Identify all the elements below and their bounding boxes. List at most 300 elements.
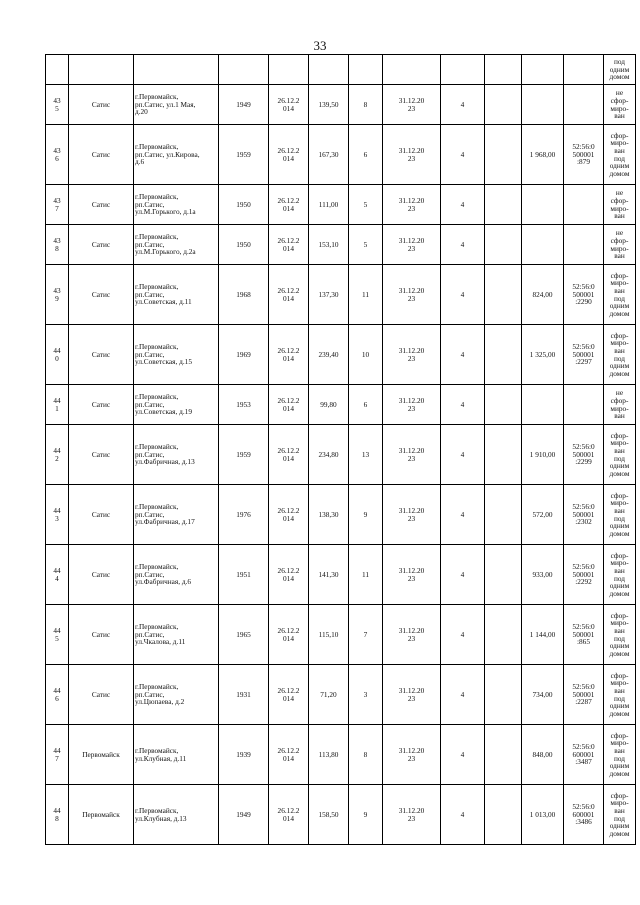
cell-cost-text: 1 325,00 [529, 349, 556, 359]
cell-num-text: 43 6 [53, 145, 61, 163]
cell-end-date [383, 665, 441, 725]
cell-year-text: 1959 [236, 149, 251, 159]
cell-num-text: 43 7 [53, 195, 61, 213]
cell-cadastral-text: 52:56:0 500001 :2287 [572, 682, 595, 707]
cell-floors [349, 225, 383, 265]
cell-blank [485, 265, 522, 325]
cell-num [46, 125, 69, 185]
cell-end-date [383, 385, 441, 425]
cell-date [269, 485, 309, 545]
register-table [45, 54, 636, 845]
cell-address [134, 665, 219, 725]
cell-settlement [69, 785, 134, 845]
cell-end-date [383, 785, 441, 845]
cell-category [441, 385, 485, 425]
cell-cadastral-text: 52:56:0 500001 :2299 [572, 442, 595, 467]
table-row-continued [46, 55, 636, 85]
cell-blank [485, 185, 522, 225]
cell-floors-text: 8 [363, 99, 368, 109]
cell-area [309, 225, 349, 265]
cell-category [441, 605, 485, 665]
cell-cost [522, 385, 564, 425]
cell-cost [522, 485, 564, 545]
cell-blank [485, 225, 522, 265]
cell-year-text: 1953 [236, 399, 251, 409]
cell-year-text: 1950 [236, 199, 251, 209]
cell-floors-text: 5 [363, 239, 368, 249]
table-row [46, 425, 636, 485]
cell-cost [522, 425, 564, 485]
cell-end-date-text: 31.12.20 23 [398, 285, 425, 303]
cell-num-text: 43 8 [53, 235, 61, 253]
cell-year-text: 1939 [236, 749, 251, 759]
cell-blank [485, 665, 522, 725]
cell-area-text: 99,80 [320, 399, 337, 409]
cell-note-text: сфор- миро- ван под одним домом [609, 670, 630, 718]
cell-num [46, 425, 69, 485]
cell-num-text: 43 5 [53, 95, 61, 113]
cell-note [604, 385, 636, 425]
cell-num [46, 225, 69, 265]
cell-end-date-text: 31.12.20 23 [398, 95, 425, 113]
cell-settlement-text: Сатис [91, 629, 111, 639]
cell-floors [349, 545, 383, 605]
table-row [46, 85, 636, 125]
cell-end-date-text: 31.12.20 23 [398, 445, 425, 463]
cell-area-text: 113,80 [318, 749, 339, 759]
cell-year [219, 425, 269, 485]
cell-area [309, 605, 349, 665]
table-row [46, 185, 636, 225]
cell-floors [349, 725, 383, 785]
cell-floors-text: 8 [363, 749, 368, 759]
cell-date-text: 26.12.2 014 [277, 505, 300, 523]
cell-num [46, 485, 69, 545]
cell-category [441, 55, 485, 85]
cell-note-text: сфор- миро- ван под одним домом [609, 490, 630, 538]
cell-end-date [383, 185, 441, 225]
cell-year-text: 1949 [236, 809, 251, 819]
cell-settlement [69, 325, 134, 385]
cell-address [134, 125, 219, 185]
cell-num-text: 44 6 [53, 685, 61, 703]
table-row [46, 725, 636, 785]
cell-cadastral [564, 545, 604, 605]
cell-address [134, 265, 219, 325]
cell-cadastral [564, 785, 604, 845]
cell-blank [485, 425, 522, 485]
cell-area-text: 111,00 [318, 199, 339, 209]
cell-num-text: 44 0 [53, 345, 61, 363]
cell-category-text: 4 [460, 569, 465, 579]
cell-blank [485, 485, 522, 545]
cell-num [46, 605, 69, 665]
table-row [46, 125, 636, 185]
cell-date-text: 26.12.2 014 [277, 95, 300, 113]
cell-blank [485, 785, 522, 845]
cell-settlement-text: Сатис [91, 199, 111, 209]
cell-note [604, 265, 636, 325]
cell-num-text: 44 2 [53, 445, 61, 463]
cell-area-text: 141,30 [318, 569, 339, 579]
cell-category-text: 4 [460, 689, 465, 699]
cell-area-text: 158,50 [318, 809, 339, 819]
cell-num-text: 44 4 [53, 565, 61, 583]
cell-date [269, 385, 309, 425]
cell-num-text: 43 9 [53, 285, 61, 303]
cell-area [309, 425, 349, 485]
cell-floors-text: 11 [361, 569, 370, 579]
cell-floors [349, 665, 383, 725]
cell-note [604, 125, 636, 185]
cell-category-text: 4 [460, 809, 465, 819]
cell-cost [522, 265, 564, 325]
cell-note [604, 55, 636, 85]
cell-category-text: 4 [460, 399, 465, 409]
cell-cadastral-text: 52:56:0 600001 :3486 [572, 802, 595, 827]
cell-area [309, 125, 349, 185]
page-number: 33 [313, 38, 327, 53]
cell-settlement [69, 385, 134, 425]
cell-note [604, 665, 636, 725]
cell-year [219, 385, 269, 425]
cell-settlement-text: Сатис [91, 349, 111, 359]
cell-settlement [69, 425, 134, 485]
cell-address [134, 425, 219, 485]
cell-area-text: 239,40 [318, 349, 339, 359]
cell-area-text: 167,30 [318, 149, 339, 159]
cell-category-text: 4 [460, 749, 465, 759]
cell-cost-text: 1 144,00 [529, 629, 556, 639]
cell-settlement [69, 485, 134, 545]
cell-cost [522, 605, 564, 665]
cell-date-text: 26.12.2 014 [277, 345, 300, 363]
cell-end-date-text: 31.12.20 23 [398, 235, 425, 253]
cell-note [604, 605, 636, 665]
cell-blank [485, 325, 522, 385]
cell-note-text: не сфор- миро- ван [610, 388, 629, 421]
cell-settlement [69, 225, 134, 265]
cell-address-text: г.Первомайск, рп.Сатис, ул.Советская, д.19 [135, 392, 192, 417]
cell-num-text: 44 7 [53, 745, 61, 763]
cell-num-text: 44 3 [53, 505, 61, 523]
cell-end-date-text: 31.12.20 23 [398, 145, 425, 163]
cell-area [309, 785, 349, 845]
cell-end-date-text: 31.12.20 23 [398, 625, 425, 643]
cell-floors-text: 9 [363, 809, 368, 819]
cell-floors-text: 3 [363, 689, 368, 699]
cell-settlement-text: Сатис [91, 399, 111, 409]
cell-note-text: сфор- миро- ван под одним домом [609, 610, 630, 658]
cell-year-text: 1959 [236, 449, 251, 459]
cell-year [219, 225, 269, 265]
cell-floors-text: 9 [363, 509, 368, 519]
cell-note [604, 725, 636, 785]
table-row [46, 785, 636, 845]
cell-cost [522, 225, 564, 265]
table-row [46, 385, 636, 425]
cell-blank [485, 125, 522, 185]
cell-date-text: 26.12.2 014 [277, 625, 300, 643]
cell-category [441, 665, 485, 725]
cell-blank [485, 385, 522, 425]
cell-area [309, 665, 349, 725]
cell-cost [522, 325, 564, 385]
cell-address [134, 785, 219, 845]
table-row [46, 225, 636, 265]
cell-date [269, 125, 309, 185]
cell-category-text: 4 [460, 629, 465, 639]
cell-address-text: г.Первомайск, рп.Сатис, ул.Фабричная, д.6 [135, 562, 192, 587]
cell-settlement [69, 725, 134, 785]
cell-note-text: сфор- миро- ван под одним домом [609, 430, 630, 478]
cell-end-date [383, 605, 441, 665]
cell-num-text: 44 5 [53, 625, 61, 643]
cell-note [604, 545, 636, 605]
cell-end-date [383, 485, 441, 545]
cell-date [269, 225, 309, 265]
cell-cadastral-text: 52:56:0 500001 :2290 [572, 282, 595, 307]
cell-date-text: 26.12.2 014 [277, 395, 300, 413]
cell-end-date-text: 31.12.20 23 [398, 505, 425, 523]
cell-note [604, 85, 636, 125]
cell-area-text: 153,10 [318, 239, 339, 249]
cell-note-text: сфор- миро- ван под одним домом [609, 730, 630, 778]
table-row [46, 485, 636, 545]
cell-category [441, 425, 485, 485]
cell-date [269, 605, 309, 665]
cell-date [269, 665, 309, 725]
cell-address [134, 55, 219, 85]
cell-address [134, 85, 219, 125]
cell-year [219, 605, 269, 665]
cell-address [134, 725, 219, 785]
cell-settlement-text: Сатис [91, 509, 111, 519]
cell-end-date [383, 85, 441, 125]
cell-address [134, 385, 219, 425]
cell-year [219, 325, 269, 385]
cell-cadastral [564, 605, 604, 665]
cell-end-date [383, 225, 441, 265]
cell-note [604, 225, 636, 265]
cell-area [309, 85, 349, 125]
cell-address [134, 545, 219, 605]
cell-year [219, 265, 269, 325]
cell-floors [349, 85, 383, 125]
cell-note-text: сфор- миро- ван под одним домом [609, 790, 630, 838]
cell-address-text: г.Первомайск, рп.Сатис, ул.Кирова, д.6 [135, 142, 200, 167]
cell-num [46, 385, 69, 425]
cell-cadastral-text: 52:56:0 600001 :3487 [572, 742, 595, 767]
cell-year-text: 1931 [236, 689, 251, 699]
cell-cost-text: 1 968,00 [529, 149, 556, 159]
cell-settlement [69, 545, 134, 605]
cell-date-text: 26.12.2 014 [277, 235, 300, 253]
cell-cost-text: 572,00 [532, 509, 553, 519]
cell-note [604, 485, 636, 545]
cell-floors [349, 385, 383, 425]
cell-category-text: 4 [460, 289, 465, 299]
cell-end-date-text: 31.12.20 23 [398, 805, 425, 823]
cell-floors [349, 265, 383, 325]
cell-area [309, 265, 349, 325]
cell-date-text: 26.12.2 014 [277, 195, 300, 213]
cell-cadastral-text: 52:56:0 500001 :2297 [572, 342, 595, 367]
cell-cadastral [564, 185, 604, 225]
cell-note-text: сфор- миро- ван под одним домом [609, 330, 630, 378]
cell-num-text: 44 1 [53, 395, 61, 413]
cell-settlement-text: Первомайск [82, 749, 120, 759]
cell-note-text: не сфор- миро- ван [610, 88, 629, 121]
cell-settlement [69, 85, 134, 125]
cell-end-date [383, 55, 441, 85]
cell-address-text: г.Первомайск, рп.Сатис, ул.1 Мая, д.20 [135, 92, 196, 117]
cell-num [46, 725, 69, 785]
cell-date-text: 26.12.2 014 [277, 805, 300, 823]
cell-year [219, 545, 269, 605]
cell-cost-text: 1 013,00 [529, 809, 556, 819]
cell-note-text: не сфор- миро- ван [610, 228, 629, 261]
cell-cadastral [564, 265, 604, 325]
cell-address [134, 485, 219, 545]
cell-date [269, 325, 309, 385]
cell-date [269, 185, 309, 225]
cell-end-date-text: 31.12.20 23 [398, 345, 425, 363]
cell-num [46, 545, 69, 605]
cell-date [269, 55, 309, 85]
cell-year-text: 1976 [236, 509, 251, 519]
cell-cost [522, 85, 564, 125]
cell-date-text: 26.12.2 014 [277, 745, 300, 763]
cell-blank [485, 85, 522, 125]
cell-category [441, 85, 485, 125]
cell-floors-text: 7 [363, 629, 368, 639]
cell-cost [522, 785, 564, 845]
cell-cost-text: 933,00 [532, 569, 553, 579]
cell-address [134, 225, 219, 265]
cell-area-text: 139,50 [318, 99, 339, 109]
cell-date-text: 26.12.2 014 [277, 145, 300, 163]
cell-category [441, 545, 485, 605]
cell-date [269, 265, 309, 325]
cell-end-date-text: 31.12.20 23 [398, 195, 425, 213]
cell-year [219, 85, 269, 125]
cell-floors [349, 125, 383, 185]
cell-category [441, 725, 485, 785]
cell-year [219, 665, 269, 725]
cell-floors-text: 6 [363, 399, 368, 409]
cell-year-text: 1951 [236, 569, 251, 579]
cell-blank [485, 605, 522, 665]
cell-date-text: 26.12.2 014 [277, 445, 300, 463]
cell-end-date [383, 545, 441, 605]
cell-area-text: 137,30 [318, 289, 339, 299]
cell-settlement [69, 665, 134, 725]
cell-area [309, 725, 349, 785]
cell-num [46, 85, 69, 125]
cell-year-text: 1969 [236, 349, 251, 359]
cell-year [219, 785, 269, 845]
cell-area-text: 71,20 [320, 689, 337, 699]
cell-cadastral [564, 665, 604, 725]
cell-date [269, 425, 309, 485]
cell-end-date [383, 325, 441, 385]
cell-category [441, 485, 485, 545]
cell-year-text: 1950 [236, 239, 251, 249]
cell-cadastral [564, 225, 604, 265]
cell-end-date-text: 31.12.20 23 [398, 685, 425, 703]
cell-cost-text: 824,00 [532, 289, 553, 299]
cell-num [46, 665, 69, 725]
cell-cost [522, 545, 564, 605]
cell-year [219, 725, 269, 785]
cell-num [46, 325, 69, 385]
cell-address-text: г.Первомайск, рп.Сатис, ул.М.Горького, д.2а [135, 232, 196, 257]
cell-cost [522, 125, 564, 185]
cell-year [219, 185, 269, 225]
cell-category-text: 4 [460, 349, 465, 359]
cell-address [134, 185, 219, 225]
table-row [46, 325, 636, 385]
cell-date [269, 85, 309, 125]
cell-cost-text: 1 910,00 [529, 449, 556, 459]
cell-settlement-text: Первомайск [82, 809, 120, 819]
cell-category-text: 4 [460, 449, 465, 459]
cell-address-text: г.Первомайск, ул.Клубная, д.11 [135, 745, 187, 763]
cell-settlement [69, 265, 134, 325]
table-row [46, 605, 636, 665]
cell-settlement-text: Сатис [91, 569, 111, 579]
cell-category [441, 325, 485, 385]
cell-settlement [69, 605, 134, 665]
cell-cost-text: 848,00 [532, 749, 553, 759]
cell-date [269, 725, 309, 785]
cell-blank [485, 545, 522, 605]
cell-year [219, 55, 269, 85]
cell-end-date-text: 31.12.20 23 [398, 395, 425, 413]
cell-area [309, 55, 349, 85]
cell-note-text: сфор- миро- ван под одним домом [609, 270, 630, 318]
cell-num [46, 185, 69, 225]
cell-cadastral [564, 125, 604, 185]
cell-area-text: 115,10 [318, 629, 339, 639]
cell-cost [522, 55, 564, 85]
cell-area [309, 545, 349, 605]
table-row [46, 545, 636, 605]
cell-year-text: 1965 [236, 629, 251, 639]
cell-cadastral-text: 52:56:0 500001 :2302 [572, 502, 595, 527]
cell-floors-text: 13 [361, 449, 370, 459]
cell-area [309, 485, 349, 545]
cell-note [604, 425, 636, 485]
cell-category-text: 4 [460, 509, 465, 519]
cell-settlement-text: Сатис [91, 289, 111, 299]
cell-category [441, 265, 485, 325]
cell-note [604, 785, 636, 845]
cell-date-text: 26.12.2 014 [277, 565, 300, 583]
cell-area-text: 138,30 [318, 509, 339, 519]
cell-address [134, 605, 219, 665]
cell-cadastral [564, 485, 604, 545]
cell-end-date-text: 31.12.20 23 [398, 565, 425, 583]
cell-settlement-text: Сатис [91, 149, 111, 159]
cell-cost [522, 665, 564, 725]
cell-settlement-text: Сатис [91, 689, 111, 699]
cell-floors [349, 605, 383, 665]
cell-settlement-text: Сатис [91, 99, 111, 109]
cell-note [604, 325, 636, 385]
cell-cadastral [564, 385, 604, 425]
